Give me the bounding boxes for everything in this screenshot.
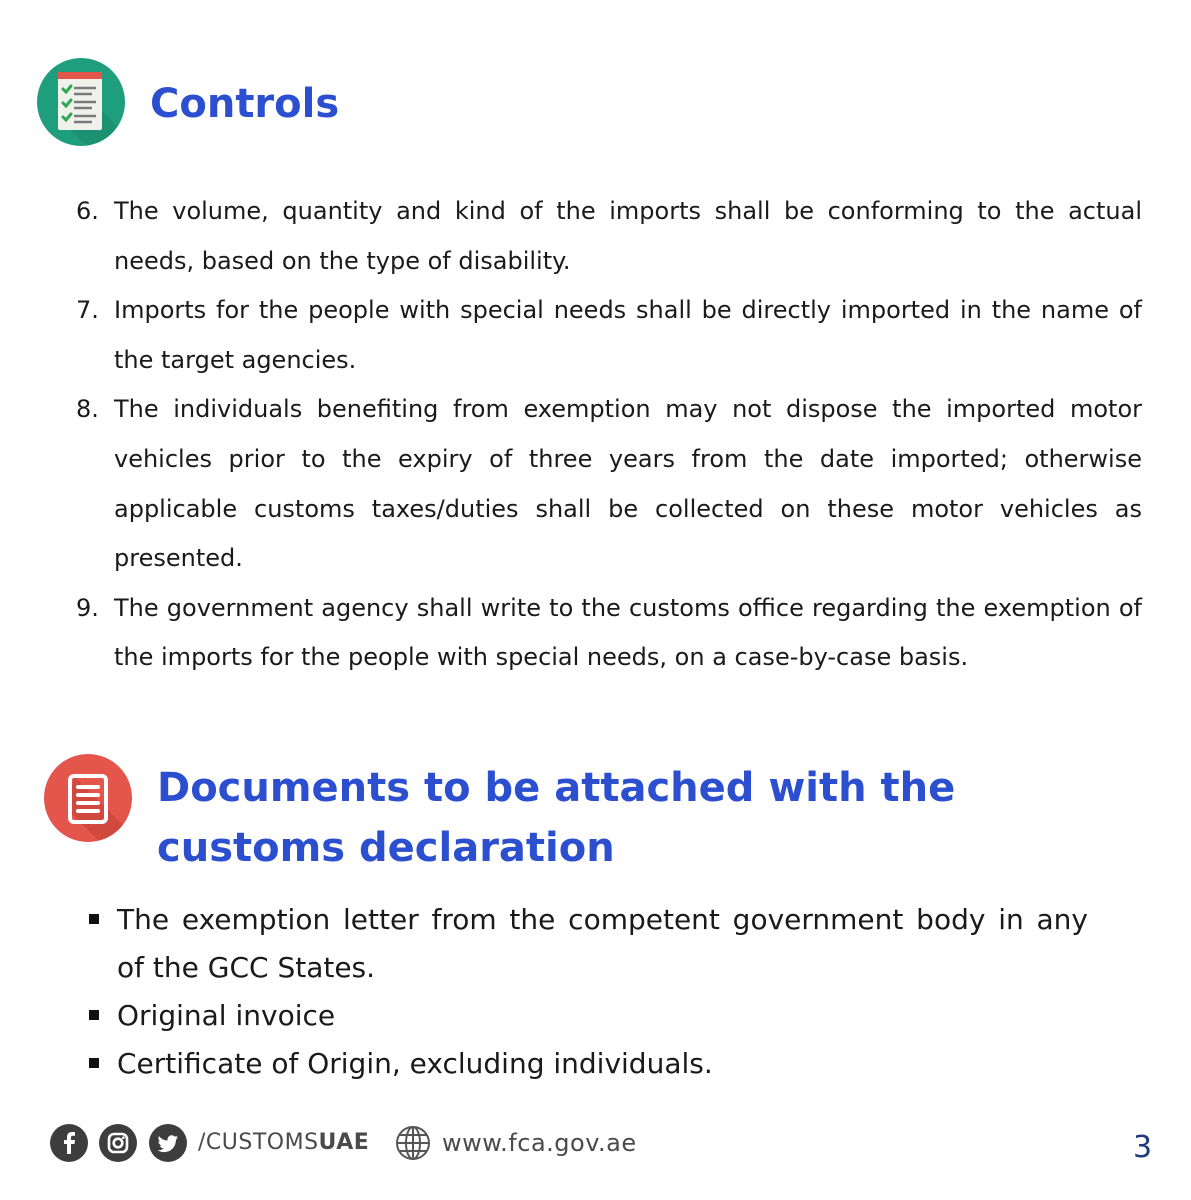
list-item-text: The exemption letter from the competent government body in any of the GCC States.	[117, 903, 1088, 984]
instagram-icon[interactable]	[99, 1124, 137, 1162]
documents-list	[88, 896, 1088, 1088]
footer	[50, 1124, 1153, 1165]
list-item-number: 6.	[76, 197, 99, 225]
globe-icon	[394, 1124, 432, 1162]
list-item-text: Original invoice	[117, 999, 336, 1032]
facebook-icon[interactable]	[50, 1124, 88, 1162]
checklist-icon	[37, 58, 125, 146]
list-item-text: Certificate of Origin, excluding individuals.	[117, 1047, 713, 1080]
bullet-square-icon	[89, 1010, 99, 1020]
list-item-number: 7.	[76, 296, 99, 325]
handle-suffix: UAE	[318, 1130, 370, 1155]
list-item	[72, 584, 1142, 683]
handle-prefix: /CUSTOMS	[198, 1130, 319, 1155]
list-item	[88, 992, 1088, 1040]
list-item	[72, 385, 1142, 583]
list-item-text: The individuals benefiting from exemption may not dispose the imported motor vehicles prior to the expiry of three years from the date imported; otherwise applicable customs taxes/duties shall be collected on these motor vehicles as presented.	[114, 395, 1142, 573]
list-item-text: Imports for the people with special needs shall be directly imported in the name of the target agencies.	[114, 296, 1142, 374]
list-item-number: 8.	[76, 395, 99, 424]
list-item	[72, 187, 1142, 286]
list-item-number: 9.	[76, 593, 99, 622]
list-item-text: The volume, quantity and kind of the imports shall be conforming to the actual needs, based on the type of disability.	[114, 197, 1142, 275]
bullet-square-icon	[89, 914, 99, 924]
bullet-square-icon	[89, 1058, 99, 1068]
page-number: 3	[1133, 1130, 1153, 1165]
list-item-text: The government agency shall write to the customs office regarding the exemption of the imports for the people with special needs, on a case-by-case basis.	[114, 593, 1142, 672]
list-item	[88, 1040, 1088, 1088]
website-link[interactable]: www.fca.gov.ae	[442, 1129, 637, 1157]
twitter-icon[interactable]	[149, 1124, 187, 1162]
controls-list	[72, 187, 1142, 683]
social-handle[interactable]	[198, 1128, 369, 1158]
document-icon	[44, 754, 132, 842]
documents-title: Documents to be attached with the customs declaration	[157, 765, 956, 871]
controls-title: Controls	[150, 81, 340, 127]
list-item	[72, 286, 1142, 385]
list-item	[88, 896, 1088, 992]
